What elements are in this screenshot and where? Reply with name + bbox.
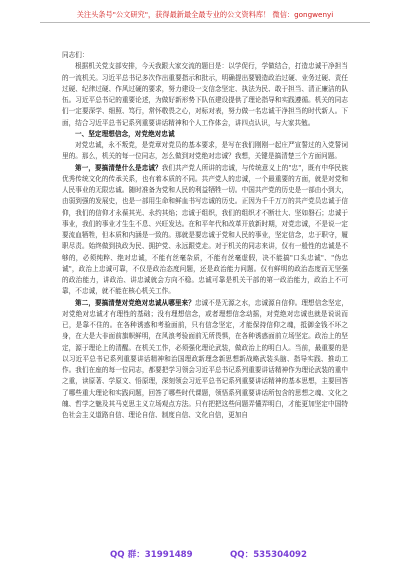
point-two-text: 忠诚不是无源之水，忠诚源自信仰。理想信念坚定，对党绝对忠诚才有理性的基础；没有理想信念，或者理想信念动摇，对党绝对忠诚也就是说说而已，是靠不住的。在各种诱惑和考验面前，只有信念坚定，才能保持信仰之魂，抵御金钱不坏之身，在大是大非面前旗帜鲜明，在风浪考验面前无所畏惧，在各种诱惑面前立场坚定。政治上的坚定，源于理论上的清醒。在机关工作，必须强化理论武装，做政治上的明白人。当前，最重要的是以习近平总书记系列重要讲话精神和治国理政新理念新思想新战略武装头脑、指导实践、推动工作。我们在座的每一位同志，都要把学习领会习近平总书记系列重要讲话精神作为理论武装的重中之重，读原著、学原文、悟原理，深刻领会习近平总书记系列重要讲话精神的基本思想，主要回答了哪些重大理论和实践问题，回答了哪些时代课题，领悟系列重要讲话所包含的思想之魂、文化之魄、哲学之魅及其马克思主义立场观点方法。只有把把这些问题弄懂弄明白，才能更加坚定中国特色社会主义道路自信、理论自信、制度自信、文化自信，更加自 (62, 298, 348, 419)
point-one-paragraph (62, 163, 348, 298)
point-one-label: 第一，要搞清楚什么是忠诚？ (75, 163, 162, 172)
contact-footer (62, 548, 348, 560)
qq-group-number: QQ 群：31991489 (110, 550, 193, 560)
document-body (62, 50, 348, 421)
point-one-text: 我们共产党人所讲的忠诚，与传统意义上的"忠"，既有中华民族优秀传统文化的传承关系，也有着本质的不同。共产党人的忠诚，一个最重要的方面，就是对党和人民事业的无限忠诚。随时准备为党和人民的利益牺牲一切。中国共产党的历史是一部由小到大，由弱到强的发展史，也是一部用生命和鲜血书写忠诚的历史。正因为千千万万的共产党员忠诚于信仰，我们的信仰才永葆其光、永约其焰；忠诚于组织，我们的组织才不断壮大、坚如磐石；忠诚于事业，我们的事业才生生不息、兴旺发达。在和平年代和改革开放新时期，对党忠诚，不是说一定要流血牺牲，但本质和内涵是一致的。那就是要忠诚于党和人民的事业，坚定信念，忠于职守，履职尽责。始终做到执政为民、拥护党、永远跟党走。对于机关的同志来讲，仅有一般性的忠诚是不够的，必须纯粹、绝对忠诚，不能有丝毫杂质，不能有丝毫虚假，决不能搞"口头忠诚"、"伪忠诚"，政治上忠诚可靠，不仅是政治态度问题，还是政治能力问题。仅有鲜明的政治态度而无坚强的政治能力，讲政治、讲忠诚就会方向不稳。忠诚可靠是机关干部的第一政治能力，政治上不可靠，不忠诚，就不能在核心机关工作。 (62, 163, 349, 296)
point-two-label: 第二，要搞清楚对党绝对忠诚从哪里来？ (75, 298, 195, 307)
section-intro-paragraph: 对党忠诚，永不叛党，是党章对党员的基本要求，是写在我们刚刚一起庄严宣誓过的入党誓词里的。那么，机关的每一位同志，怎么做到对党绝对忠诚？我想，关键是搞清楚三个方面问题。 (62, 141, 348, 161)
salutation: 同志们： (62, 51, 89, 59)
intro-paragraph: 根据机关党支部安排，今天我跟大家交流的题目是：以学促行，学做结合，打造忠诚干净担当的一流机关。习近平总书记多次作出重要指示和批示，明确提出要锻造政治过硬、业务过硬、责任过硬、纪律过硬、作风过硬的要求，努力建设一支信念坚定、执法为民、敢于担当、清正廉洁的队伍。习近平总书记的重要论述，为做好新形势下队伍建设提供了理论指导和实践遵循。机关的同志们一定要深学、细照、笃行，常怀敬畏之心，对标对表，努力做一名忠诚干净担当的时代新人。下面，结合习近平总书记系列重要讲话精神和个人工作体会，讲四点认识，与大家共勉。 (62, 62, 348, 127)
site-banner: 关注头条号"公文研究"，获得最新最全最专业的公文资料库！ 微信：gongwenyi (76, 10, 334, 19)
qq-number: QQ：535304092 (230, 550, 308, 560)
header-divider (40, 22, 370, 23)
section-heading: 一、坚定理想信念，对党绝对忠诚 (75, 129, 175, 138)
point-two-paragraph (62, 298, 348, 422)
